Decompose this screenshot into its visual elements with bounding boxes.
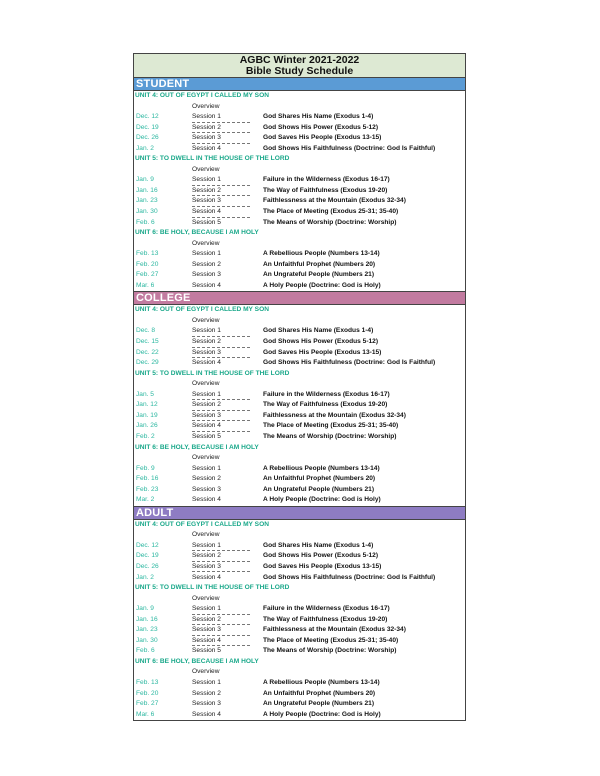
session-row	[134, 678, 465, 689]
session-date: Jan. 19	[136, 411, 158, 419]
session-title: God Shares His Name (Exodus 1-4)	[263, 541, 374, 549]
session-title: God Shows His Power (Exodus 5-12)	[263, 338, 379, 346]
session-number: Session 2	[192, 689, 221, 697]
session-date: Feb. 13	[136, 678, 159, 686]
session-number: Session 3	[192, 271, 221, 279]
session-number: Session 3	[192, 700, 221, 708]
session-row	[134, 604, 465, 615]
session-number: Session 1	[192, 464, 221, 472]
session-date: Dec. 29	[136, 359, 159, 367]
session-date: Dec. 8	[136, 327, 156, 335]
session-row	[134, 432, 465, 443]
session-date: Jan. 2	[136, 144, 154, 152]
session-date: Feb. 20	[136, 689, 159, 697]
session-title: A Rebellious People (Numbers 13-14)	[263, 464, 380, 472]
session-number: Session 2	[192, 615, 250, 626]
session-title: God Shows His Power (Exodus 5-12)	[263, 123, 379, 131]
session-date: Feb. 16	[136, 475, 159, 483]
overview-row	[134, 530, 465, 541]
session-row	[134, 495, 465, 506]
session-title: An Ungrateful People (Numbers 21)	[263, 485, 375, 493]
session-title: An Ungrateful People (Numbers 21)	[263, 700, 375, 708]
session-title: The Means of Worship (Doctrine: Worship)	[263, 647, 397, 655]
session-number: Session 3	[192, 485, 221, 493]
session-title: God Shares His Name (Exodus 1-4)	[263, 327, 374, 335]
session-row	[134, 207, 465, 218]
session-row	[134, 358, 465, 369]
session-number: Session 5	[192, 647, 221, 655]
session-title: An Unfaithful Prophet (Numbers 20)	[263, 689, 376, 697]
section-header-adult: ADULT	[134, 506, 465, 520]
session-number: Session 4	[192, 636, 250, 647]
session-title: God Saves His People (Exodus 13-15)	[263, 562, 382, 570]
overview-label: Overview	[192, 165, 220, 173]
session-row	[134, 562, 465, 573]
session-date: Dec. 12	[136, 113, 159, 121]
session-number: Session 2	[192, 186, 250, 197]
overview-row	[134, 379, 465, 390]
session-number: Session 2	[192, 260, 221, 268]
session-number: Session 1	[192, 541, 250, 552]
session-number: Session 2	[192, 551, 250, 562]
session-title: God Shows His Faithfulness (Doctrine: God Is Faithful)	[263, 359, 436, 367]
session-title: The Way of Faithfulness (Exodus 19-20)	[263, 186, 388, 194]
session-title: An Unfaithful Prophet (Numbers 20)	[263, 475, 376, 483]
overview-label: Overview	[192, 102, 220, 110]
session-row	[134, 186, 465, 197]
session-date: Jan. 16	[136, 615, 158, 623]
session-date: Dec. 12	[136, 541, 159, 549]
session-row	[134, 123, 465, 134]
overview-row	[134, 239, 465, 250]
session-title: Faithlessness at the Mountain (Exodus 32-34)	[263, 626, 406, 634]
session-title: The Place of Meeting (Exodus 25-31; 35-40)	[263, 422, 399, 430]
session-title: The Place of Meeting (Exodus 25-31; 35-40)	[263, 208, 399, 216]
session-row	[134, 464, 465, 475]
session-title: The Way of Faithfulness (Exodus 19-20)	[263, 401, 388, 409]
title-line-2: Bible Study Schedule	[245, 64, 354, 77]
session-number: Session 4	[192, 421, 250, 432]
session-number: Session 3	[192, 348, 250, 359]
session-date: Jan. 26	[136, 422, 158, 430]
session-row	[134, 281, 465, 292]
session-row	[134, 699, 465, 710]
session-date: Feb. 27	[136, 271, 159, 279]
session-row	[134, 485, 465, 496]
session-title: A Holy People (Doctrine: God is Holy)	[263, 281, 381, 289]
session-row	[134, 112, 465, 123]
overview-row	[134, 667, 465, 678]
session-date: Jan. 9	[136, 176, 154, 184]
session-title: The Place of Meeting (Exodus 25-31; 35-40)	[263, 636, 399, 644]
session-date: Jan. 9	[136, 605, 154, 613]
session-row	[134, 421, 465, 432]
session-row	[134, 175, 465, 186]
session-date: Feb. 13	[136, 250, 159, 258]
session-title: Faithlessness at the Mountain (Exodus 32-34)	[263, 411, 406, 419]
unit-header: UNIT 5: TO DWELL IN THE HOUSE OF THE LORD	[135, 584, 290, 592]
session-date: Jan. 30	[136, 208, 158, 216]
session-title: God Shows His Faithfulness (Doctrine: God Is Faithful)	[263, 144, 436, 152]
session-row	[134, 710, 465, 721]
section-header-college: COLLEGE	[134, 291, 465, 305]
session-number: Session 1	[192, 678, 221, 686]
session-title: An Ungrateful People (Numbers 21)	[263, 271, 375, 279]
session-number: Session 2	[192, 337, 250, 348]
session-title: Failure in the Wilderness (Exodus 16-17)	[263, 605, 390, 613]
session-date: Dec. 26	[136, 134, 159, 142]
session-date: Jan. 2	[136, 573, 154, 581]
overview-label: Overview	[192, 316, 220, 324]
session-number: Session 4	[192, 359, 221, 367]
unit-header: UNIT 4: OUT OF EGYPT I CALLED MY SON	[135, 92, 269, 99]
session-number: Session 1	[192, 250, 221, 258]
overview-row	[134, 165, 465, 176]
session-row	[134, 636, 465, 647]
session-date: Feb. 6	[136, 647, 155, 655]
session-row	[134, 551, 465, 562]
session-date: Dec. 19	[136, 552, 159, 560]
session-title: A Rebellious People (Numbers 13-14)	[263, 250, 380, 258]
session-number: Session 1	[192, 604, 250, 615]
session-number: Session 1	[192, 175, 250, 186]
session-date: Jan. 23	[136, 626, 158, 634]
session-date: Feb. 20	[136, 260, 159, 268]
session-title: A Holy People (Doctrine: God is Holy)	[263, 496, 381, 504]
session-title: God Saves His People (Exodus 13-15)	[263, 348, 382, 356]
session-row	[134, 337, 465, 348]
session-row	[134, 646, 465, 657]
session-number: Session 3	[192, 411, 250, 422]
unit-header: UNIT 6: BE HOLY, BECAUSE I AM HOLY	[135, 657, 259, 665]
session-number: Session 5	[192, 432, 221, 440]
overview-row	[134, 102, 465, 113]
session-number: Session 2	[192, 475, 221, 483]
section-header-student: STUDENT	[134, 78, 465, 91]
session-number: Session 3	[192, 133, 250, 144]
session-date: Mar. 6	[136, 281, 155, 289]
session-number: Session 1	[192, 112, 250, 123]
session-title: A Holy People (Doctrine: God is Holy)	[263, 710, 381, 718]
session-date: Jan. 5	[136, 390, 154, 398]
session-row	[134, 249, 465, 260]
session-number: Session 3	[192, 562, 250, 573]
overview-row	[134, 316, 465, 327]
session-title: God Shows His Faithfulness (Doctrine: God Is Faithful)	[263, 573, 436, 581]
session-title: The Means of Worship (Doctrine: Worship)	[263, 218, 397, 226]
unit-header: UNIT 4: OUT OF EGYPT I CALLED MY SON	[135, 306, 269, 314]
session-number: Session 4	[192, 710, 221, 718]
schedule-sheet	[133, 53, 466, 721]
session-date: Jan. 23	[136, 197, 158, 205]
session-number: Session 3	[192, 196, 250, 207]
overview-label: Overview	[192, 594, 220, 602]
schedule-title	[134, 54, 465, 78]
session-date: Mar. 2	[136, 496, 155, 504]
session-number: Session 4	[192, 144, 221, 152]
session-number: Session 4	[192, 496, 221, 504]
session-title: The Way of Faithfulness (Exodus 19-20)	[263, 615, 388, 623]
session-row	[134, 400, 465, 411]
session-date: Feb. 9	[136, 464, 155, 472]
overview-row	[134, 453, 465, 464]
section-student	[134, 78, 465, 291]
session-row	[134, 260, 465, 271]
overview-label: Overview	[192, 454, 220, 462]
overview-label: Overview	[192, 531, 220, 539]
session-row	[134, 615, 465, 626]
session-row	[134, 541, 465, 552]
unit-header: UNIT 4: OUT OF EGYPT I CALLED MY SON	[135, 520, 269, 528]
session-date: Dec. 15	[136, 338, 159, 346]
session-row	[134, 196, 465, 207]
session-date: Dec. 26	[136, 562, 159, 570]
session-date: Jan. 30	[136, 636, 158, 644]
session-number: Session 3	[192, 625, 250, 636]
session-title: The Means of Worship (Doctrine: Worship)	[263, 432, 397, 440]
session-row	[134, 144, 465, 155]
unit-header: UNIT 6: BE HOLY, BECAUSE I AM HOLY	[135, 443, 259, 451]
session-number: Session 4	[192, 281, 221, 289]
session-title: God Shares His Name (Exodus 1-4)	[263, 113, 374, 121]
session-row	[134, 390, 465, 401]
session-row	[134, 411, 465, 422]
session-row	[134, 625, 465, 636]
session-row	[134, 573, 465, 584]
session-title: God Shows His Power (Exodus 5-12)	[263, 552, 379, 560]
session-number: Session 4	[192, 573, 221, 581]
unit-header: UNIT 5: TO DWELL IN THE HOUSE OF THE LORD	[135, 369, 290, 377]
session-number: Session 1	[192, 326, 250, 337]
session-title: An Unfaithful Prophet (Numbers 20)	[263, 260, 376, 268]
session-date: Jan. 16	[136, 186, 158, 194]
session-date: Feb. 6	[136, 218, 155, 226]
session-number: Session 2	[192, 400, 250, 411]
session-date: Dec. 19	[136, 123, 159, 131]
session-row	[134, 348, 465, 359]
session-row	[134, 218, 465, 229]
session-number: Session 5	[192, 218, 221, 226]
session-row	[134, 133, 465, 144]
overview-row	[134, 594, 465, 605]
session-date: Mar. 6	[136, 710, 155, 718]
session-title: God Saves His People (Exodus 13-15)	[263, 134, 382, 142]
session-title: Failure in the Wilderness (Exodus 16-17)	[263, 176, 390, 184]
session-row	[134, 474, 465, 485]
session-row	[134, 689, 465, 700]
title-line-1: AGBC Winter 2021-2022	[239, 54, 360, 66]
session-number: Session 1	[192, 390, 250, 401]
session-date: Feb. 27	[136, 700, 159, 708]
session-date: Feb. 23	[136, 485, 159, 493]
session-date: Feb. 2	[136, 432, 155, 440]
session-number: Session 4	[192, 207, 250, 218]
unit-header: UNIT 5: TO DWELL IN THE HOUSE OF THE LORD	[135, 155, 290, 163]
section-adult	[134, 506, 465, 720]
session-number: Session 2	[192, 123, 250, 134]
sections	[134, 78, 465, 720]
session-title: Faithlessness at the Mountain (Exodus 32-34)	[263, 197, 406, 205]
session-title: A Rebellious People (Numbers 13-14)	[263, 678, 380, 686]
session-date: Dec. 22	[136, 348, 159, 356]
session-row	[134, 326, 465, 337]
session-date: Jan. 12	[136, 401, 158, 409]
overview-label: Overview	[192, 239, 220, 247]
overview-label: Overview	[192, 380, 220, 388]
section-college	[134, 291, 465, 505]
session-title: Failure in the Wilderness (Exodus 16-17)	[263, 390, 390, 398]
unit-header: UNIT 6: BE HOLY, BECAUSE I AM HOLY	[135, 229, 259, 237]
session-row	[134, 270, 465, 281]
overview-label: Overview	[192, 668, 220, 676]
